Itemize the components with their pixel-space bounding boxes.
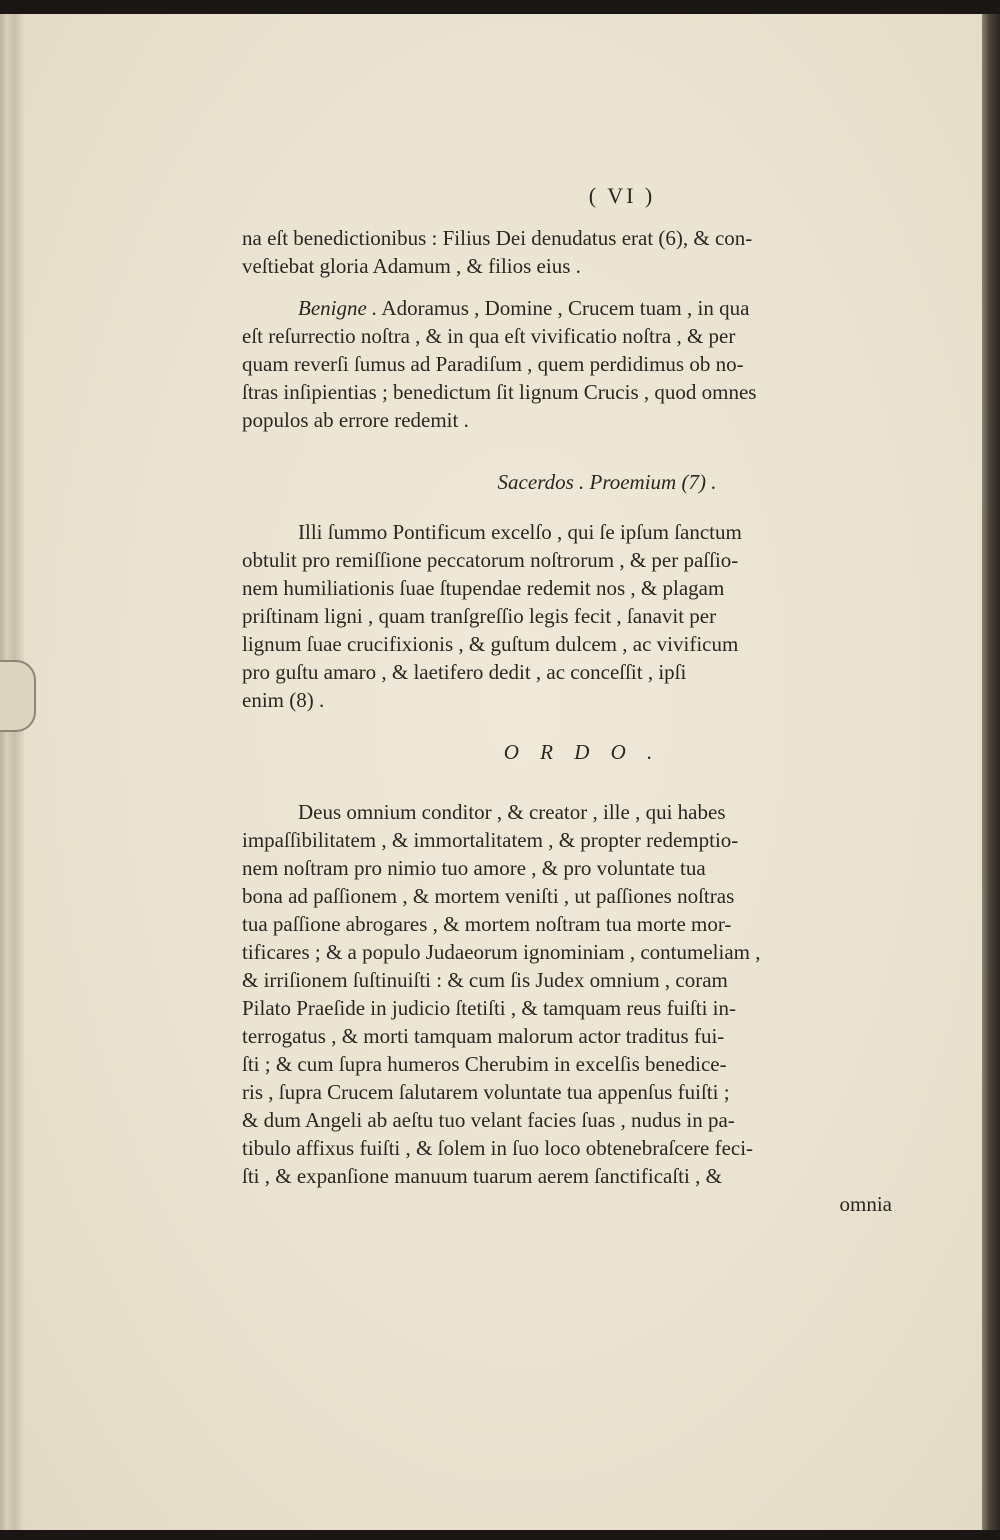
fore-edge — [982, 14, 1000, 1530]
book-page — [24, 14, 982, 1530]
paragraph-3-line: priſtinam ligni , quam tranſgreſſio legis fecit , ſanavit per — [242, 604, 717, 628]
page-clip — [0, 660, 36, 732]
paragraph-4-line: tibulo affixus fuiſti , & ſolem in ſuo loco obtenebraſcere feci- — [242, 1136, 754, 1160]
text-block — [242, 182, 892, 1218]
paragraph-4-line: ris , ſupra Crucem ſalutarem voluntate tua appenſus fuiſti ; — [242, 1080, 730, 1104]
paragraph-4-line: tua paſſione abrogares , & mortem noſtram tua morte mor- — [242, 912, 732, 936]
paragraph-4-line: nem noſtram pro nimio tuo amore , & pro voluntate tua — [242, 856, 706, 880]
paragraph-1-line: na eſt benedictionibus : Filius Dei denudatus erat (6), & con- — [242, 226, 753, 250]
paragraph-2-line: eſt reſurrectio noſtra , & in qua eſt vivificatio noſtra , & per — [242, 324, 736, 348]
paragraph-4-line: ſti , & expanſione manuum tuarum aerem ſanctificaſti , & — [242, 1164, 722, 1188]
paragraph-4-line: tificares ; & a populo Judaeorum ignominiam , contumeliam , — [242, 940, 761, 964]
paragraph-2-line: ſtras inſipientias ; benedictum ſit lignum Crucis , quod omnes — [242, 380, 757, 404]
paragraph-4-line: ſti ; & cum ſupra humeros Cherubim in excelſis benedice- — [242, 1052, 727, 1076]
paragraph-4-line: Pilato Praeſide in judicio ſtetiſti , & tamquam reus fuiſti in- — [242, 996, 737, 1020]
paragraph-2-line: quam reverſi ſumus ad Paradiſum , quem perdidimus ob no- — [242, 352, 744, 376]
binding-edge — [0, 14, 25, 1530]
paragraph-4-line: impaſſibilitatem , & immortalitatem , & propter redemptio- — [242, 828, 739, 852]
paragraph-4-line: & dum Angeli ab aeſtu tuo velant facies ſuas , nudus in pa- — [242, 1108, 735, 1132]
paragraph-1-line: veſtiebat gloria Adamum , & filios eius . — [242, 254, 581, 278]
paragraph-3-line: Illi ſummo Pontificum excelſo , qui ſe ipſum ſanctum — [298, 520, 742, 544]
paragraph-2-line: populos ab errore redemit . — [242, 408, 469, 432]
paragraph-4-line: terrogatus , & morti tamquam malorum actor traditus fui- — [242, 1024, 725, 1048]
ordo-title: O R D O . — [503, 740, 661, 764]
paragraph-3-line: enim (8) . — [242, 688, 325, 712]
paragraph-3-line: nem humiliationis ſuae ſtupendae redemit nos , & plagam — [242, 576, 725, 600]
paragraph-2-line: Benigne . Adoramus , Domine , Crucem tuam , in qua — [298, 296, 750, 320]
speaker-label: Benigne . — [298, 296, 378, 320]
paragraph-3-line: pro guſtu amaro , & laetifero dedit , ac conceſſit , ipſi — [242, 660, 687, 684]
paragraph-4-line: & irriſionem ſuſtinuiſti : & cum ſis Judex omnium , coram — [242, 968, 728, 992]
section-title: Sacerdos . Proemium (7) . — [497, 470, 717, 494]
paragraph-3-line: lignum ſuae crucifixionis , & guſtum dulcem , ac vivificum — [242, 632, 739, 656]
catchword: omnia — [839, 1192, 892, 1216]
page-number-header: ( VI ) — [588, 183, 656, 208]
paragraph-3-line: obtulit pro remiſſione peccatorum noſtrorum , & per paſſio- — [242, 548, 739, 572]
paragraph-4-line: Deus omnium conditor , & creator , ille , qui habes — [298, 800, 726, 824]
paragraph-4-line: bona ad paſſionem , & mortem veniſti , ut paſſiones noſtras — [242, 884, 735, 908]
